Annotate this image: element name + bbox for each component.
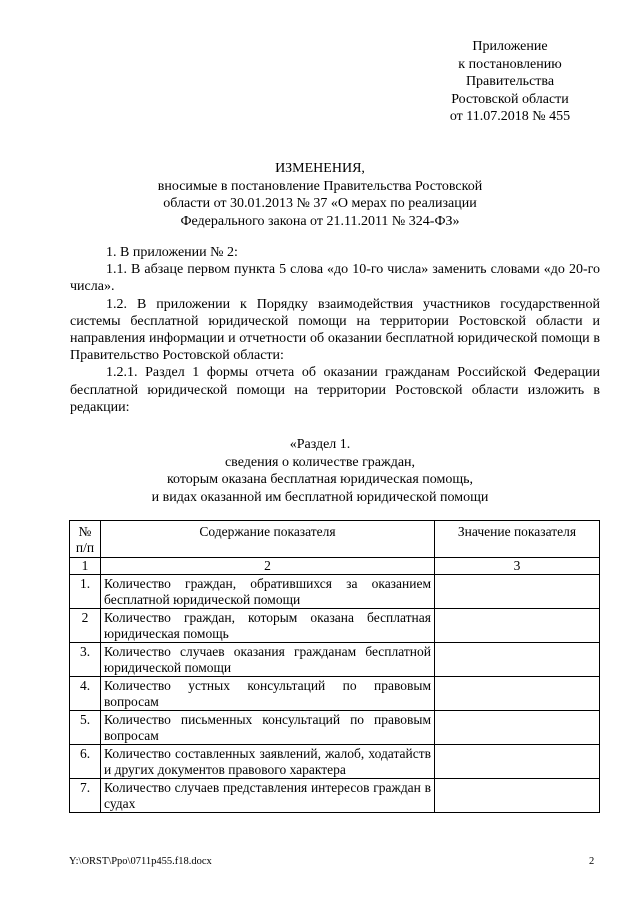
table-row [70, 575, 600, 609]
row-content: Количество граждан, которым оказана бесплатная юридическая помощь [101, 609, 435, 643]
header-number-line1: № [78, 524, 92, 539]
title-line: вносимые в постановление Правительства Ростовской [157, 178, 483, 194]
section-line: и видах оказанной им бесплатной юридической помощи [151, 489, 489, 505]
row-number: 1. [70, 575, 101, 609]
table-row [70, 677, 600, 711]
section-line: которым оказана бесплатная юридическая помощь, [166, 472, 474, 487]
row-value [435, 677, 600, 711]
row-number: 4. [70, 677, 101, 711]
row-value [435, 609, 600, 643]
paragraph: 1. В приложении № 2: [106, 245, 238, 260]
row-number: 3. [70, 643, 101, 677]
paragraph: 1.1. В абзаце первом пункта 5 слова «до 10-го числа» заменить словами «до 20-го числа». [70, 262, 600, 295]
column-number-row [70, 558, 600, 575]
page-number: 2 [589, 856, 595, 867]
row-value [435, 643, 600, 677]
row-content: Количество устных консультаций по правовым вопросам [101, 677, 435, 711]
paragraph: 1.2. В приложении к Порядку взаимодействия участников государственной системы бесплатной юридической помощи на территории Ростовской области и направления информации и отчетности об оказании бесплатной юридической помощи в Правительство Ростовской области: [70, 296, 600, 364]
row-content: Количество случаев представления интересов граждан в судах [101, 779, 435, 813]
table-header-row [70, 521, 600, 558]
row-number: 7. [70, 779, 101, 813]
column-number: 1 [70, 558, 101, 575]
section-heading [110, 436, 530, 506]
appendix-line: Приложение [472, 39, 548, 54]
appendix-line: Ростовской области [451, 91, 569, 107]
title-line: области от 30.01.2013 № 37 «О мерах по реализации [163, 196, 477, 211]
table-row [70, 745, 600, 779]
row-number: 5. [70, 711, 101, 745]
row-value [435, 575, 600, 609]
document-body [70, 244, 600, 416]
table-row [70, 643, 600, 677]
paragraph: 1.2.1. Раздел 1 формы отчета об оказании гражданам Российской Федерации бесплатной юридической помощи на территории Ростовской области изложить в редакции: [70, 365, 600, 415]
row-value [435, 779, 600, 813]
row-value [435, 711, 600, 745]
header-number-line2: п/п [75, 539, 95, 555]
table-row [70, 609, 600, 643]
table-row [70, 711, 600, 745]
row-content: Количество составленных заявлений, жалоб, ходатайств и других документов правового характера [101, 745, 435, 779]
column-number: 3 [435, 558, 600, 575]
header-number [70, 521, 101, 558]
document-title [110, 160, 530, 230]
row-content: Количество граждан, обратившихся за оказанием бесплатной юридической помощи [101, 575, 435, 609]
header-content: Содержание показателя [101, 521, 435, 558]
row-number: 6. [70, 745, 101, 779]
appendix-line: Правительства [465, 74, 555, 89]
indicators-table [69, 520, 600, 813]
appendix-line: от 11.07.2018 № 455 [449, 109, 571, 124]
header-value: Значение показателя [435, 521, 600, 558]
section-line: сведения о количестве граждан, [224, 454, 416, 470]
footer-file-path: Y:\ORST\Ppo\0711p455.f18.docx [69, 856, 212, 867]
row-content: Количество письменных консультаций по правовым вопросам [101, 711, 435, 745]
row-content: Количество случаев оказания гражданам бесплатной юридической помощи [101, 643, 435, 677]
table-row [70, 779, 600, 813]
appendix-line: к постановлению [458, 56, 562, 72]
row-value [435, 745, 600, 779]
row-number: 2 [70, 609, 101, 643]
column-number: 2 [101, 558, 435, 575]
title-heading: ИЗМЕНЕНИЯ, [275, 161, 365, 176]
title-line: Федерального закона от 21.11.2011 № 324-ФЗ» [180, 213, 460, 229]
section-line: «Раздел 1. [289, 437, 351, 452]
appendix-note [420, 38, 600, 126]
